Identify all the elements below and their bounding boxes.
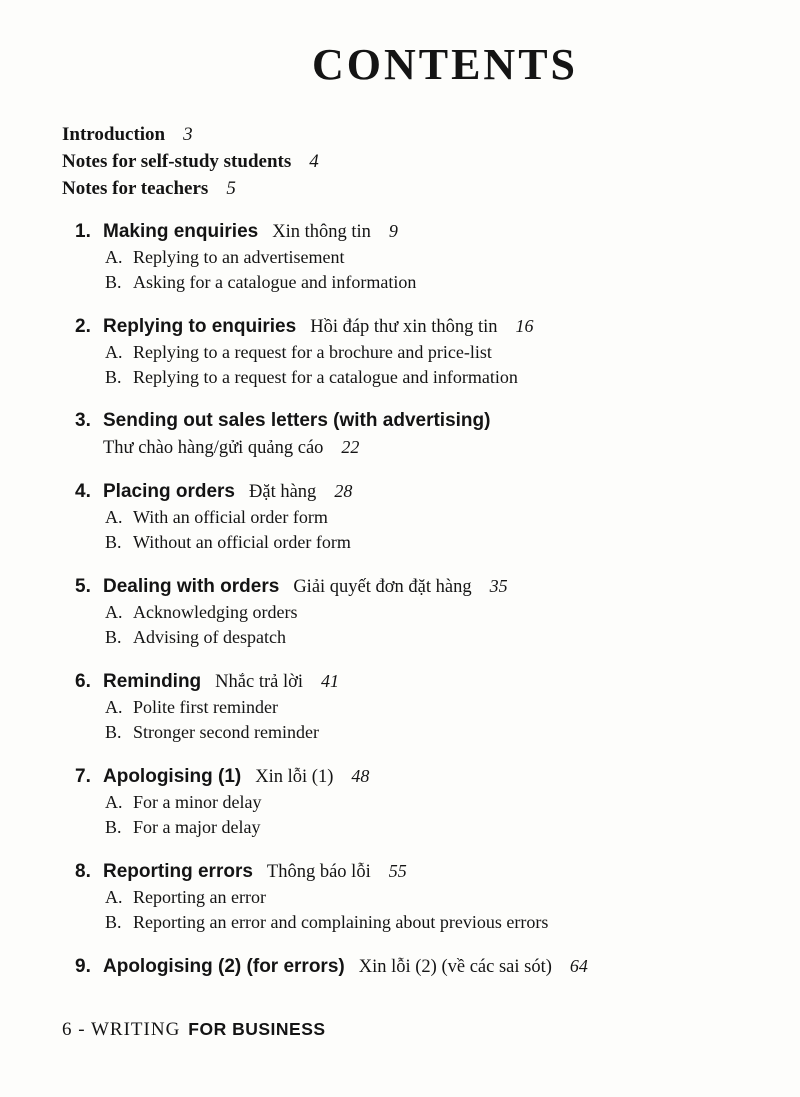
- chapter-subitem: [105, 365, 800, 391]
- chapter-number: 9.: [75, 955, 91, 977]
- chapter-heading: [75, 953, 800, 980]
- chapter-subitem: [105, 340, 800, 366]
- chapter-title: Reminding: [103, 670, 202, 692]
- chapter-subitem: [105, 245, 800, 271]
- chapter-title: Reporting errors: [103, 860, 253, 882]
- subitem-letter: B.: [105, 912, 122, 933]
- subitem-text: For a minor delay: [133, 791, 262, 812]
- subitem-text: Asking for a catalogue and information: [133, 272, 417, 293]
- chapter-subitem: [105, 815, 800, 841]
- toc-chapter: [75, 408, 800, 461]
- subitem-letter: A.: [105, 506, 123, 527]
- subitem-letter: A.: [105, 886, 123, 907]
- footer-page-label: 6 - WRITING: [62, 1019, 181, 1040]
- chapter-number: 5.: [75, 575, 91, 597]
- footer-book-title: FOR BUSINESS: [188, 1019, 326, 1039]
- chapter-heading: [75, 573, 800, 600]
- chapter-subtitle-vi: Thông báo lỗi: [266, 861, 371, 882]
- chapter-subtitle-vi: Hồi đáp thư xin thông tin: [310, 316, 498, 337]
- chapter-heading: [75, 763, 800, 790]
- chapter-page-number: 28: [334, 480, 353, 501]
- chapter-subtitle-vi: Thư chào hàng/gửi quảng cáo: [103, 437, 324, 458]
- chapter-title: Placing orders: [103, 480, 235, 502]
- chapter-title: Dealing with orders: [103, 575, 280, 597]
- subitem-text: Replying to an advertisement: [133, 246, 345, 267]
- chapter-subitem: [105, 530, 800, 556]
- subitem-letter: A.: [105, 246, 123, 267]
- footer: [62, 1016, 326, 1043]
- chapter-subitem: [105, 600, 800, 626]
- subitem-letter: B.: [105, 817, 122, 838]
- chapter-title: Making enquiries: [103, 220, 259, 242]
- front-matter-label: Notes for teachers: [62, 177, 209, 199]
- subitem-letter: B.: [105, 367, 122, 388]
- subitem-letter: A.: [105, 601, 123, 622]
- subitem-letter: A.: [105, 696, 123, 717]
- toc-chapter: [75, 858, 800, 936]
- chapter-heading: [75, 408, 800, 434]
- subitem-text: Polite first reminder: [133, 696, 278, 717]
- toc-chapter: [75, 763, 800, 841]
- chapter-page-number: 55: [388, 860, 407, 881]
- chapter-subtitle-vi: Xin lỗi (1): [255, 766, 334, 787]
- chapter-subitem: [105, 695, 800, 721]
- toc-chapter: [75, 478, 800, 556]
- chapter-title: Apologising (1): [103, 765, 242, 787]
- chapter-subitem: [105, 270, 800, 296]
- toc-chapter: [75, 953, 800, 980]
- chapter-page-number: 22: [341, 436, 360, 457]
- page-number: 3: [183, 123, 193, 145]
- page-number: 5: [226, 177, 236, 199]
- chapter-subitem: [105, 625, 800, 651]
- subitem-text: Stronger second reminder: [133, 722, 319, 743]
- chapter-number: 8.: [75, 860, 91, 882]
- chapter-number: 3.: [75, 409, 91, 431]
- subitem-text: Acknowledging orders: [133, 601, 298, 622]
- front-matter-item: [62, 148, 800, 175]
- chapter-heading: [75, 668, 800, 695]
- subitem-letter: A.: [105, 791, 123, 812]
- chapter-title: Sending out sales letters (with advertising): [103, 409, 491, 431]
- chapter-heading-continued: [75, 434, 800, 461]
- chapter-page-number: 48: [351, 765, 370, 786]
- toc-chapter: [75, 573, 800, 651]
- chapter-page-number: 35: [489, 575, 508, 596]
- subitem-text: Reporting an error: [133, 886, 266, 907]
- subitem-text: Without an official order form: [133, 532, 351, 553]
- front-matter-item: [62, 175, 800, 202]
- page-number: 4: [309, 150, 319, 172]
- chapter-subitem: [105, 505, 800, 531]
- chapter-subitem: [105, 720, 800, 746]
- chapter-page-number: 9: [388, 220, 398, 241]
- chapter-subtitle-vi: Giải quyết đơn đặt hàng: [293, 576, 472, 597]
- chapter-page-number: 41: [321, 670, 340, 691]
- toc-chapter: [75, 218, 800, 296]
- chapter-subtitle-vi: Nhắc trả lời: [215, 671, 304, 692]
- chapter-heading: [75, 478, 800, 505]
- subitem-text: Replying to a request for a catalogue and information: [133, 367, 518, 388]
- toc-chapter: [75, 668, 800, 746]
- chapter-number: 6.: [75, 670, 91, 692]
- subitem-letter: B.: [105, 272, 122, 293]
- chapter-subitem: [105, 790, 800, 816]
- front-matter-label: Notes for self-study students: [62, 150, 292, 172]
- subitem-text: Reporting an error and complaining about previous errors: [133, 912, 549, 933]
- chapter-page-number: 64: [569, 955, 588, 976]
- subitem-text: Replying to a request for a brochure and price-list: [133, 341, 492, 362]
- chapter-number: 2.: [75, 315, 91, 337]
- chapter-number: 7.: [75, 765, 91, 787]
- chapter-subtitle-vi: Xin lỗi (2) (về các sai sót): [358, 956, 552, 977]
- subitem-letter: B.: [105, 722, 122, 743]
- chapter-page-number: 16: [515, 315, 534, 336]
- subitem-text: With an official order form: [133, 506, 328, 527]
- chapter-subitem: [105, 885, 800, 911]
- subitem-letter: B.: [105, 627, 122, 648]
- subitem-letter: B.: [105, 532, 122, 553]
- chapter-subitem: [105, 910, 800, 936]
- chapter-number: 1.: [75, 220, 91, 242]
- subitem-text: Advising of despatch: [133, 627, 286, 648]
- chapter-number: 4.: [75, 480, 91, 502]
- chapter-title: Replying to enquiries: [103, 315, 297, 337]
- chapter-title: Apologising (2) (for errors): [103, 955, 345, 977]
- chapter-heading: [75, 218, 800, 245]
- chapter-subtitle-vi: Xin thông tin: [272, 221, 371, 242]
- page-title: CONTENTS: [311, 40, 579, 89]
- toc-chapter: [75, 313, 800, 391]
- front-matter-list: [62, 121, 800, 202]
- front-matter-label: Introduction: [62, 123, 166, 145]
- subitem-text: For a major delay: [133, 817, 261, 838]
- front-matter-item: [62, 121, 800, 148]
- chapter-list: [75, 218, 800, 980]
- chapter-heading: [75, 858, 800, 885]
- chapter-subtitle-vi: Đặt hàng: [249, 481, 317, 502]
- chapter-heading: [75, 313, 800, 340]
- subitem-letter: A.: [105, 341, 123, 362]
